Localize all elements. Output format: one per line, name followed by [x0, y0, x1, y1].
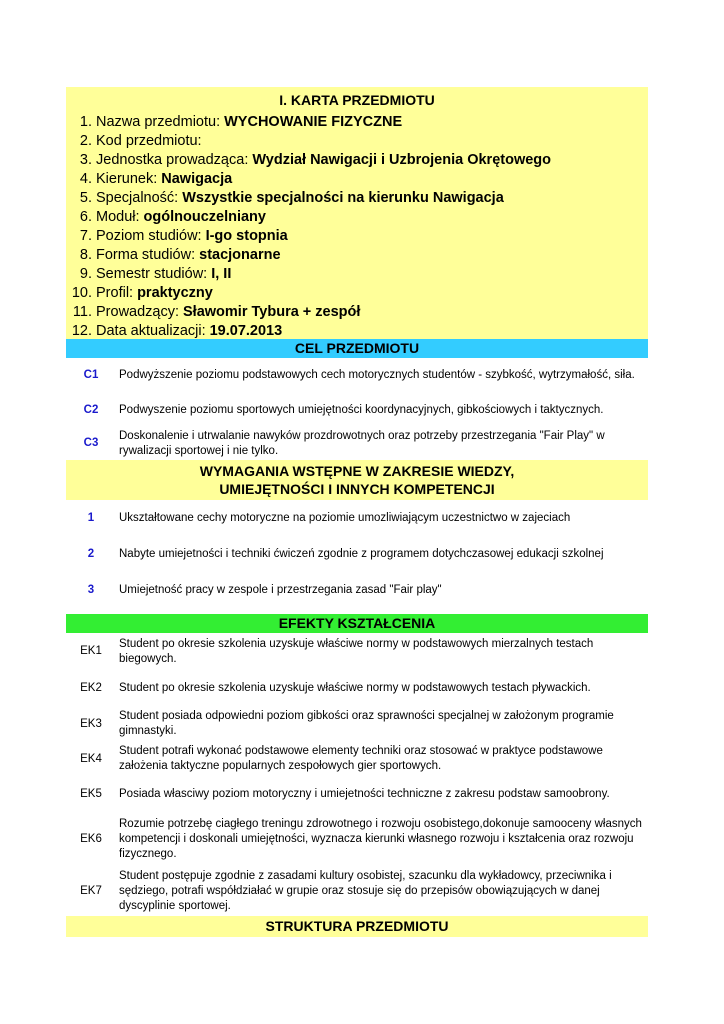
- cel-text: Doskonalenie i utrwalanie nawyków prozdrowotnych oraz potrzeby przestrzegania "Fair Play" w rywalizacji sportowej i nie tylko.: [119, 429, 605, 457]
- wymagania-row: [66, 536, 648, 572]
- karta-item-label: Nazwa przedmiotu:: [96, 114, 221, 130]
- karta-item-label: Specjalność:: [96, 190, 179, 206]
- karta-item-num: 11.: [72, 304, 92, 320]
- wymagania-code: 1: [87, 511, 95, 524]
- karta-item-num: 12.: [71, 323, 92, 339]
- efekty-row: [66, 742, 648, 776]
- karta-item-label: Forma studiów:: [96, 247, 196, 263]
- efekty-text: Student postępuje zgodnie z zasadami kultury osobistej, szacunku dla wykładowcy, przeciwnika i sędziego, potrafi współdziałać w grupie oraz stosuje się do przepisów obowiązujących w danej dyscyplinie sportowej.: [119, 869, 612, 912]
- cel-text: Podwyższenie poziomu podstawowych cech motorycznych studentów - szybkość, wytrzymałość, siła.: [119, 369, 635, 381]
- karta-item: [66, 303, 648, 322]
- wymagania-row: [66, 572, 648, 608]
- karta-item: [66, 170, 648, 189]
- karta-item-label: Kod przedmiotu:: [96, 133, 202, 149]
- cel-text: Podwyszenie poziomu sportowych umiejętności koordynacyjnych, gibkościowych i taktycznych.: [119, 403, 604, 416]
- karta-title: I. KARTA PRZEDMIOTU: [279, 92, 435, 108]
- karta-item-num: 5.: [79, 190, 92, 206]
- efekty-code: EK3: [80, 717, 102, 730]
- karta-item-num: 9.: [79, 266, 92, 282]
- karta-item-value: Nawigacja: [161, 171, 233, 187]
- efekty-code: EK4: [80, 752, 102, 765]
- efekty-row: [66, 813, 648, 866]
- karta-item: [66, 132, 648, 151]
- efekty-code: EK5: [80, 788, 102, 800]
- efekty-row: [66, 633, 648, 670]
- karta-item-num: 1.: [79, 114, 92, 130]
- karta-item-value: stacjonarne: [199, 247, 281, 263]
- karta-item-label: Jednostka prowadząca:: [96, 152, 249, 168]
- karta-item-num: 4.: [79, 171, 92, 187]
- efekty-text: Student po okresie szkolenia uzyskuje właściwe normy w podstawowych testach pływackich.: [119, 681, 591, 694]
- efekty-row: [66, 866, 648, 916]
- efekty-text: Student po okresie szkolenia uzyskuje właściwe normy w podstawowych mierzalnych testach biegowych.: [119, 637, 594, 665]
- karta-item-label: Data aktualizacji:: [96, 323, 206, 339]
- karta-item: [66, 227, 648, 246]
- karta-item-num: 6.: [79, 209, 92, 225]
- karta-item-value: I, II: [211, 266, 232, 282]
- karta-item: [66, 113, 648, 132]
- efekty-code: EK6: [80, 833, 102, 845]
- efekty-text: Student posiada odpowiedni poziom gibkości oraz sprawności specjalnej w założonym programie gimnastyki.: [119, 710, 614, 737]
- wymagania-text: Umiejetność pracy w zespole i przestrzegania zasad "Fair play": [119, 583, 442, 596]
- cel-code: C3: [83, 437, 99, 449]
- karta-section: [66, 87, 648, 339]
- karta-item-num: 10.: [71, 285, 92, 301]
- efekty-code: EK1: [80, 645, 102, 657]
- karta-item-num: 2.: [79, 133, 92, 149]
- efekty-code: EK7: [80, 884, 102, 897]
- wymagania-row: [66, 500, 648, 536]
- wymagania-code: 3: [87, 583, 95, 596]
- wymagania-text: Ukształtowane cechy motoryczne na poziomie umozliwiającym uczestnictwo w zajeciach: [119, 511, 571, 524]
- karta-item-num: 7.: [79, 228, 92, 244]
- karta-item-label: Poziom studiów:: [96, 228, 202, 244]
- efekty-code: EK2: [80, 681, 102, 694]
- karta-item: [66, 151, 648, 170]
- karta-item-value: ogólnouczelniany: [143, 209, 266, 225]
- efekty-row: [66, 706, 648, 742]
- cel-row: [66, 393, 648, 427]
- karta-item: [66, 284, 648, 303]
- efekty-text: Posiada własciwy poziom motoryczny i umiejetności techniczne z zakresu podstaw samoobrony.: [119, 788, 610, 800]
- cel-title: CEL PRZEDMIOTU: [66, 339, 648, 358]
- wymagania-title: [66, 460, 648, 500]
- karta-item-value: Wszystkie specjalności na kierunku Nawigacja: [182, 190, 504, 206]
- efekty-text: Student potrafi wykonać podstawowe elementy techniki oraz stosować w praktyce podstawowe założenia taktyczne popularnych zespołowych gier sportowych.: [119, 745, 603, 772]
- karta-item-value: praktyczny: [137, 285, 213, 301]
- karta-item-num: 8.: [79, 247, 92, 263]
- efekty-text: Rozumie potrzebę ciagłego treningu zdrowotnego i rozwoju osobistego,dokonuje samooceny własnych kompetencji i doskonali umiejętności, wyznacza kierunki własnego rozwoju i kształcenia oraz rozwoju fizycznego.: [119, 818, 642, 860]
- karta-item-value: Wydział Nawigacji i Uzbrojenia Okrętowego: [252, 152, 552, 168]
- karta-item-value: WYCHOWANIE FIZYCZNE: [224, 114, 403, 130]
- wymagania-title-line1: WYMAGANIA WSTĘPNE W ZAKRESIE WIEDZY,: [199, 463, 515, 479]
- karta-item-value: Sławomir Tybura + zespół: [183, 304, 361, 320]
- cel-code: C2: [83, 403, 99, 416]
- karta-item-value: I-go stopnia: [205, 228, 288, 244]
- wymagania-text: Nabyte umiejetności i techniki ćwiczeń zgodnie z programem dotychczasowej edukacji szkolnej: [119, 547, 604, 560]
- document-page: [66, 87, 648, 937]
- karta-item: [66, 246, 648, 265]
- cel-row: [66, 358, 648, 393]
- efekty-row: [66, 776, 648, 813]
- efekty-row: [66, 670, 648, 706]
- karta-item-label: Profil:: [96, 285, 134, 301]
- karta-item-value: 19.07.2013: [209, 323, 283, 339]
- karta-item-label: Moduł:: [96, 209, 140, 225]
- karta-item-label: Kierunek:: [96, 171, 158, 187]
- karta-item-num: 3.: [79, 152, 92, 168]
- efekty-title: EFEKTY KSZTAŁCENIA: [66, 614, 648, 633]
- karta-item: [66, 189, 648, 208]
- karta-item: [66, 208, 648, 227]
- wymagania-code: 2: [87, 547, 95, 560]
- cel-row: [66, 427, 648, 460]
- karta-item-label: Semestr studiów:: [96, 266, 208, 282]
- cel-code: C1: [83, 369, 99, 381]
- karta-item-label: Prowadzący:: [96, 304, 180, 320]
- struktura-title: STRUKTURA PRZEDMIOTU: [66, 916, 648, 937]
- wymagania-title-line2: UMIEJĘTNOŚCI I INNYCH KOMPETENCJI: [219, 481, 495, 497]
- karta-item: [66, 265, 648, 284]
